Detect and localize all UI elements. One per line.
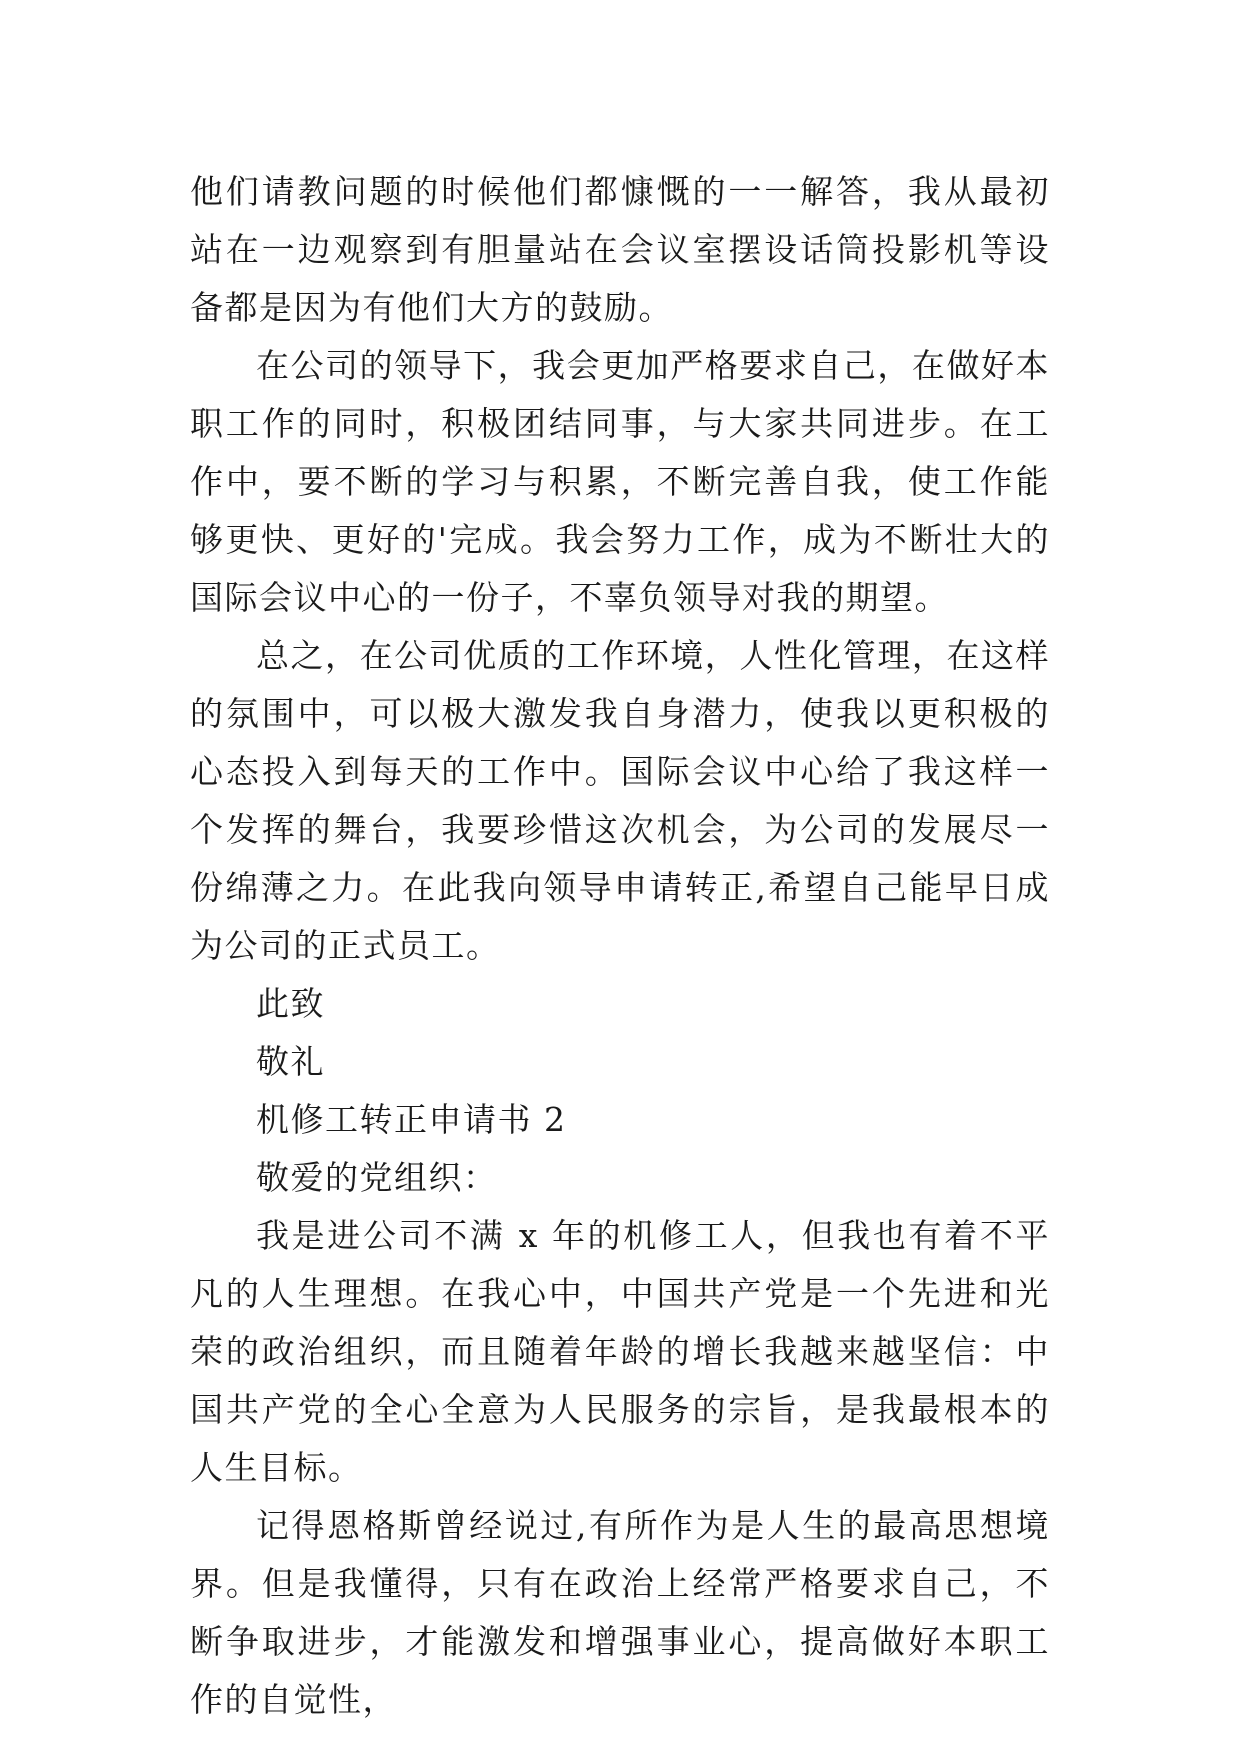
paragraph-intro: 他们请教问题的时候他们都慷慨的一一解答，我从最初站在一边观察到有胆量站在会议室摆设话筒投影机等设备都是因为有他们大方的鼓励。 xyxy=(190,172,1050,327)
document-body xyxy=(190,163,1050,1729)
closing-salutation: 此致 xyxy=(256,984,325,1023)
paragraph-commitment: 在公司的领导下，我会更加严格要求自己，在做好本职工作的同时，积极团结同事，与大家共同进步。在工作中，要不断的学习与积累，不断完善自我，使工作能够更快、更好的'完成。我会努力工作，成为不断壮大的国际会议中心的一份子，不辜负领导对我的期望。 xyxy=(190,346,1050,617)
closing-regards: 敬礼 xyxy=(256,1042,325,1081)
greeting: 敬爱的党组织： xyxy=(256,1158,498,1197)
paragraph-ideal: 我是进公司不满 x 年的机修工人，但我也有着不平凡的人生理想。在我心中，中国共产党是一个先进和光荣的政治组织，而且随着年龄的增长我越来越坚信：中国共产党的全心全意为人民服务的宗旨，是我最根本的人生目标。 xyxy=(190,1216,1050,1487)
paragraph-engels: 记得恩格斯曾经说过,有所作为是人生的最高思想境界。但是我懂得，只有在政治上经常严格要求自己，不断争取进步，才能激发和增强事业心，提高做好本职工作的自觉性， xyxy=(190,1506,1050,1719)
section-heading: 机修工转正申请书 2 xyxy=(256,1100,567,1139)
paragraph-summary: 总之，在公司优质的工作环境，人性化管理，在这样的氛围中，可以极大激发我自身潜力，使我以更积极的心态投入到每天的工作中。国际会议中心给了我这样一个发挥的舞台，我要珍惜这次机会，为公司的发展尽一份绵薄之力。在此我向领导申请转正,希望自己能早日成为公司的正式员工。 xyxy=(190,636,1050,965)
